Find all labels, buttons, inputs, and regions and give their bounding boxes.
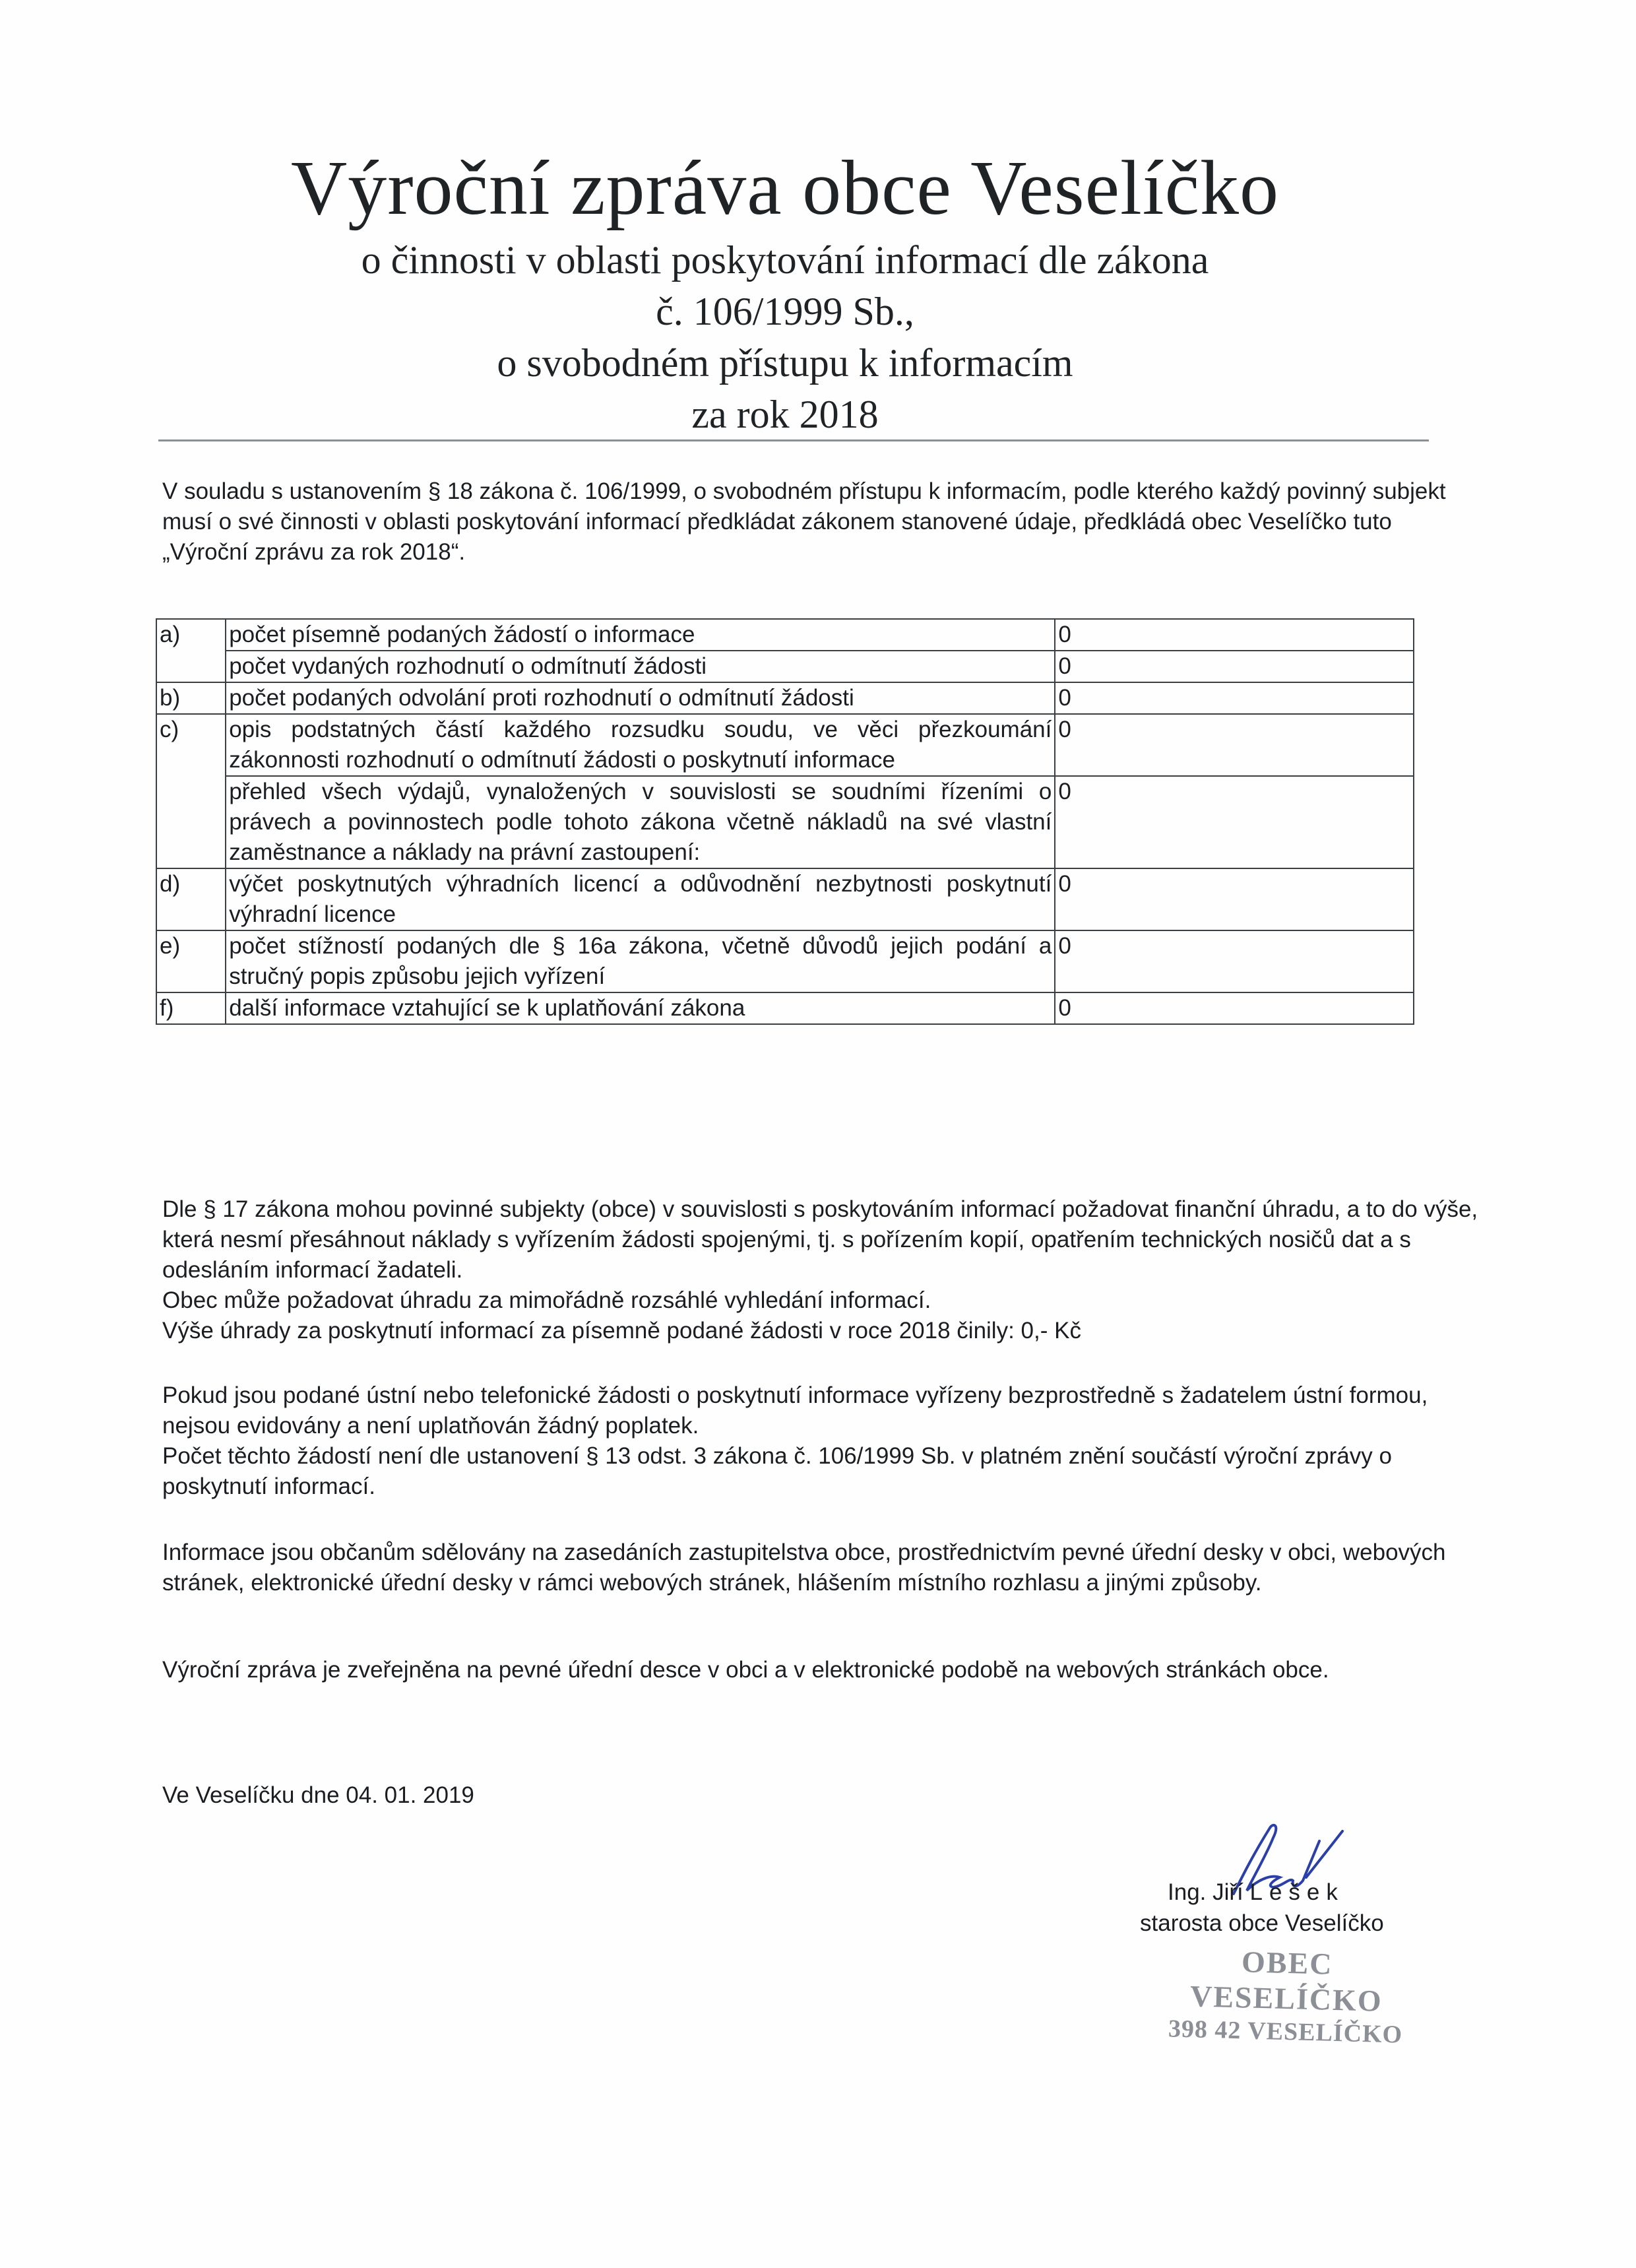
row-value: 0 [1055, 868, 1414, 930]
subtitle-line: za rok 2018 [691, 393, 879, 436]
row-text: počet stížností podaných dle § 16a zákona, včetně důvodů jejich podání a stručný popis způsobu jejich vyřízení [226, 930, 1055, 992]
row-text: počet vydaných rozhodnutí o odmítnutí žádosti [226, 651, 1055, 682]
title-divider [158, 439, 1429, 441]
row-value: 0 [1055, 776, 1414, 868]
subtitle-line: o činnosti v oblasti poskytování informací dle zákona [361, 238, 1209, 282]
row-text: výčet poskytnutých výhradních licencí a odůvodnění nezbytnosti poskytnutí výhradní licence [226, 868, 1055, 930]
subtitle-line: č. 106/1999 Sb., [656, 290, 914, 333]
row-text: přehled všech výdajů, vynaložených v souvislosti se soudními řízeními o právech a povinnostech podle tohoto zákona včetně nákladů na své vlastní zaměstnance a náklady na právní zastoupení: [226, 776, 1055, 868]
row-text: počet písemně podaných žádostí o informace [226, 619, 1055, 651]
row-value: 0 [1055, 930, 1414, 992]
stamp-line-1: OBEC VESELÍČKO [1189, 1945, 1383, 2018]
fees-paragraph: Dle § 17 zákona mohou povinné subjekty (obce) v souvislosti s poskytováním informací požadovat finanční úhradu, a to do výše, která nesmí přesáhnout náklady s vyřízením žádosti spojenými, tj. s pořízením kopií, opatřením technických nosičů dat a s odesláním informací žadateli. [162, 1196, 1478, 1283]
row-text: další informace vztahující se k uplatňování zákona [226, 992, 1055, 1024]
table-row [156, 651, 1414, 682]
table-row [156, 868, 1414, 930]
publication-paragraph: Výroční zpráva je zveřejněna na pevné úřední desce v obci a v elektronické podobě na webových stránkách obce. [162, 1657, 1329, 1683]
title-block [158, 142, 1412, 440]
table-row [156, 930, 1414, 992]
table-row [156, 682, 1414, 714]
row-value: 0 [1055, 619, 1414, 651]
row-label: a) [156, 619, 226, 651]
row-value: 0 [1055, 714, 1414, 776]
signatory-surname: Lešek [1249, 1879, 1344, 1905]
stamp-line-2: 398 42 VESELÍČKO [1168, 2015, 1403, 2049]
fees-paragraph: Výše úhrady za poskytnutí informací za písemně podané žádosti v roce 2018 činily: 0,- Kč [162, 1318, 1081, 1344]
oral-paragraph: Počet těchto žádostí není dle ustanovení § 13 odst. 3 zákona č. 106/1999 Sb. v platném znění součástí výroční zprávy o poskytnutí informací. [162, 1443, 1392, 1499]
row-value: 0 [1055, 682, 1414, 714]
row-value: 0 [1055, 651, 1414, 682]
channels-paragraph: Informace jsou občanům sdělovány na zasedáních zastupitelstva obce, prostřednictvím pevné úřední desky v obci, webových stránek, elektronické úřední desky v rámci webových stránek, hlášením místního rozhlasu a jinými způsoby. [162, 1539, 1446, 1596]
row-label: f) [156, 992, 226, 1024]
fees-section [162, 1194, 1482, 1346]
row-label: e) [156, 930, 226, 992]
intro-paragraph: V souladu s ustanovením § 18 zákona č. 106/1999, o svobodném přístupu k informacím, podle kterého každý povinný subjekt musí o své činnosti v oblasti poskytování informací předkládat zákonem stanovené údaje, předkládá obec Veselíčko tuto „Výroční zprávu za rok 2018“. [162, 478, 1446, 565]
row-label: c) [156, 714, 226, 776]
row-label: d) [156, 868, 226, 930]
row-label: b) [156, 682, 226, 714]
date-line: Ve Veselíčku dne 04. 01. 2019 [162, 1782, 474, 1808]
report-table [156, 618, 1414, 1025]
fees-paragraph: Obec může požadovat úhradu za mimořádně rozsáhlé vyhledání informací. [162, 1287, 931, 1313]
row-label [156, 651, 226, 682]
table-row [156, 992, 1414, 1024]
table-row [156, 776, 1414, 868]
row-text: počet podaných odvolání proti rozhodnutí o odmítnutí žádosti [226, 682, 1055, 714]
row-label [156, 776, 226, 868]
row-value: 0 [1055, 992, 1414, 1024]
document-title: Výroční zpráva obce Veselíčko [291, 145, 1279, 231]
official-stamp [1140, 1941, 1433, 2050]
table-row [156, 714, 1414, 776]
signatory-role: starosta obce Veselíčko [1140, 1910, 1384, 1936]
oral-paragraph: Pokud jsou podané ústní nebo telefonické žádosti o poskytnutí informace vyřízeny bezprostředně s žadatelem ústní formou, nejsou evidovány a není uplatňován žádný poplatek. [162, 1382, 1428, 1439]
subtitle-line: o svobodném přístupu k informacím [497, 341, 1073, 385]
table-row [156, 619, 1414, 651]
signatory-prefix: Ing. Jiří [1168, 1879, 1243, 1905]
oral-requests-section [162, 1380, 1482, 1502]
row-text: opis podstatných částí každého rozsudku soudu, ve věci přezkoumání zákonnosti rozhodnutí o odmítnutí žádosti o poskytnutí informace [226, 714, 1055, 776]
signatory-name [1168, 1879, 1344, 1906]
